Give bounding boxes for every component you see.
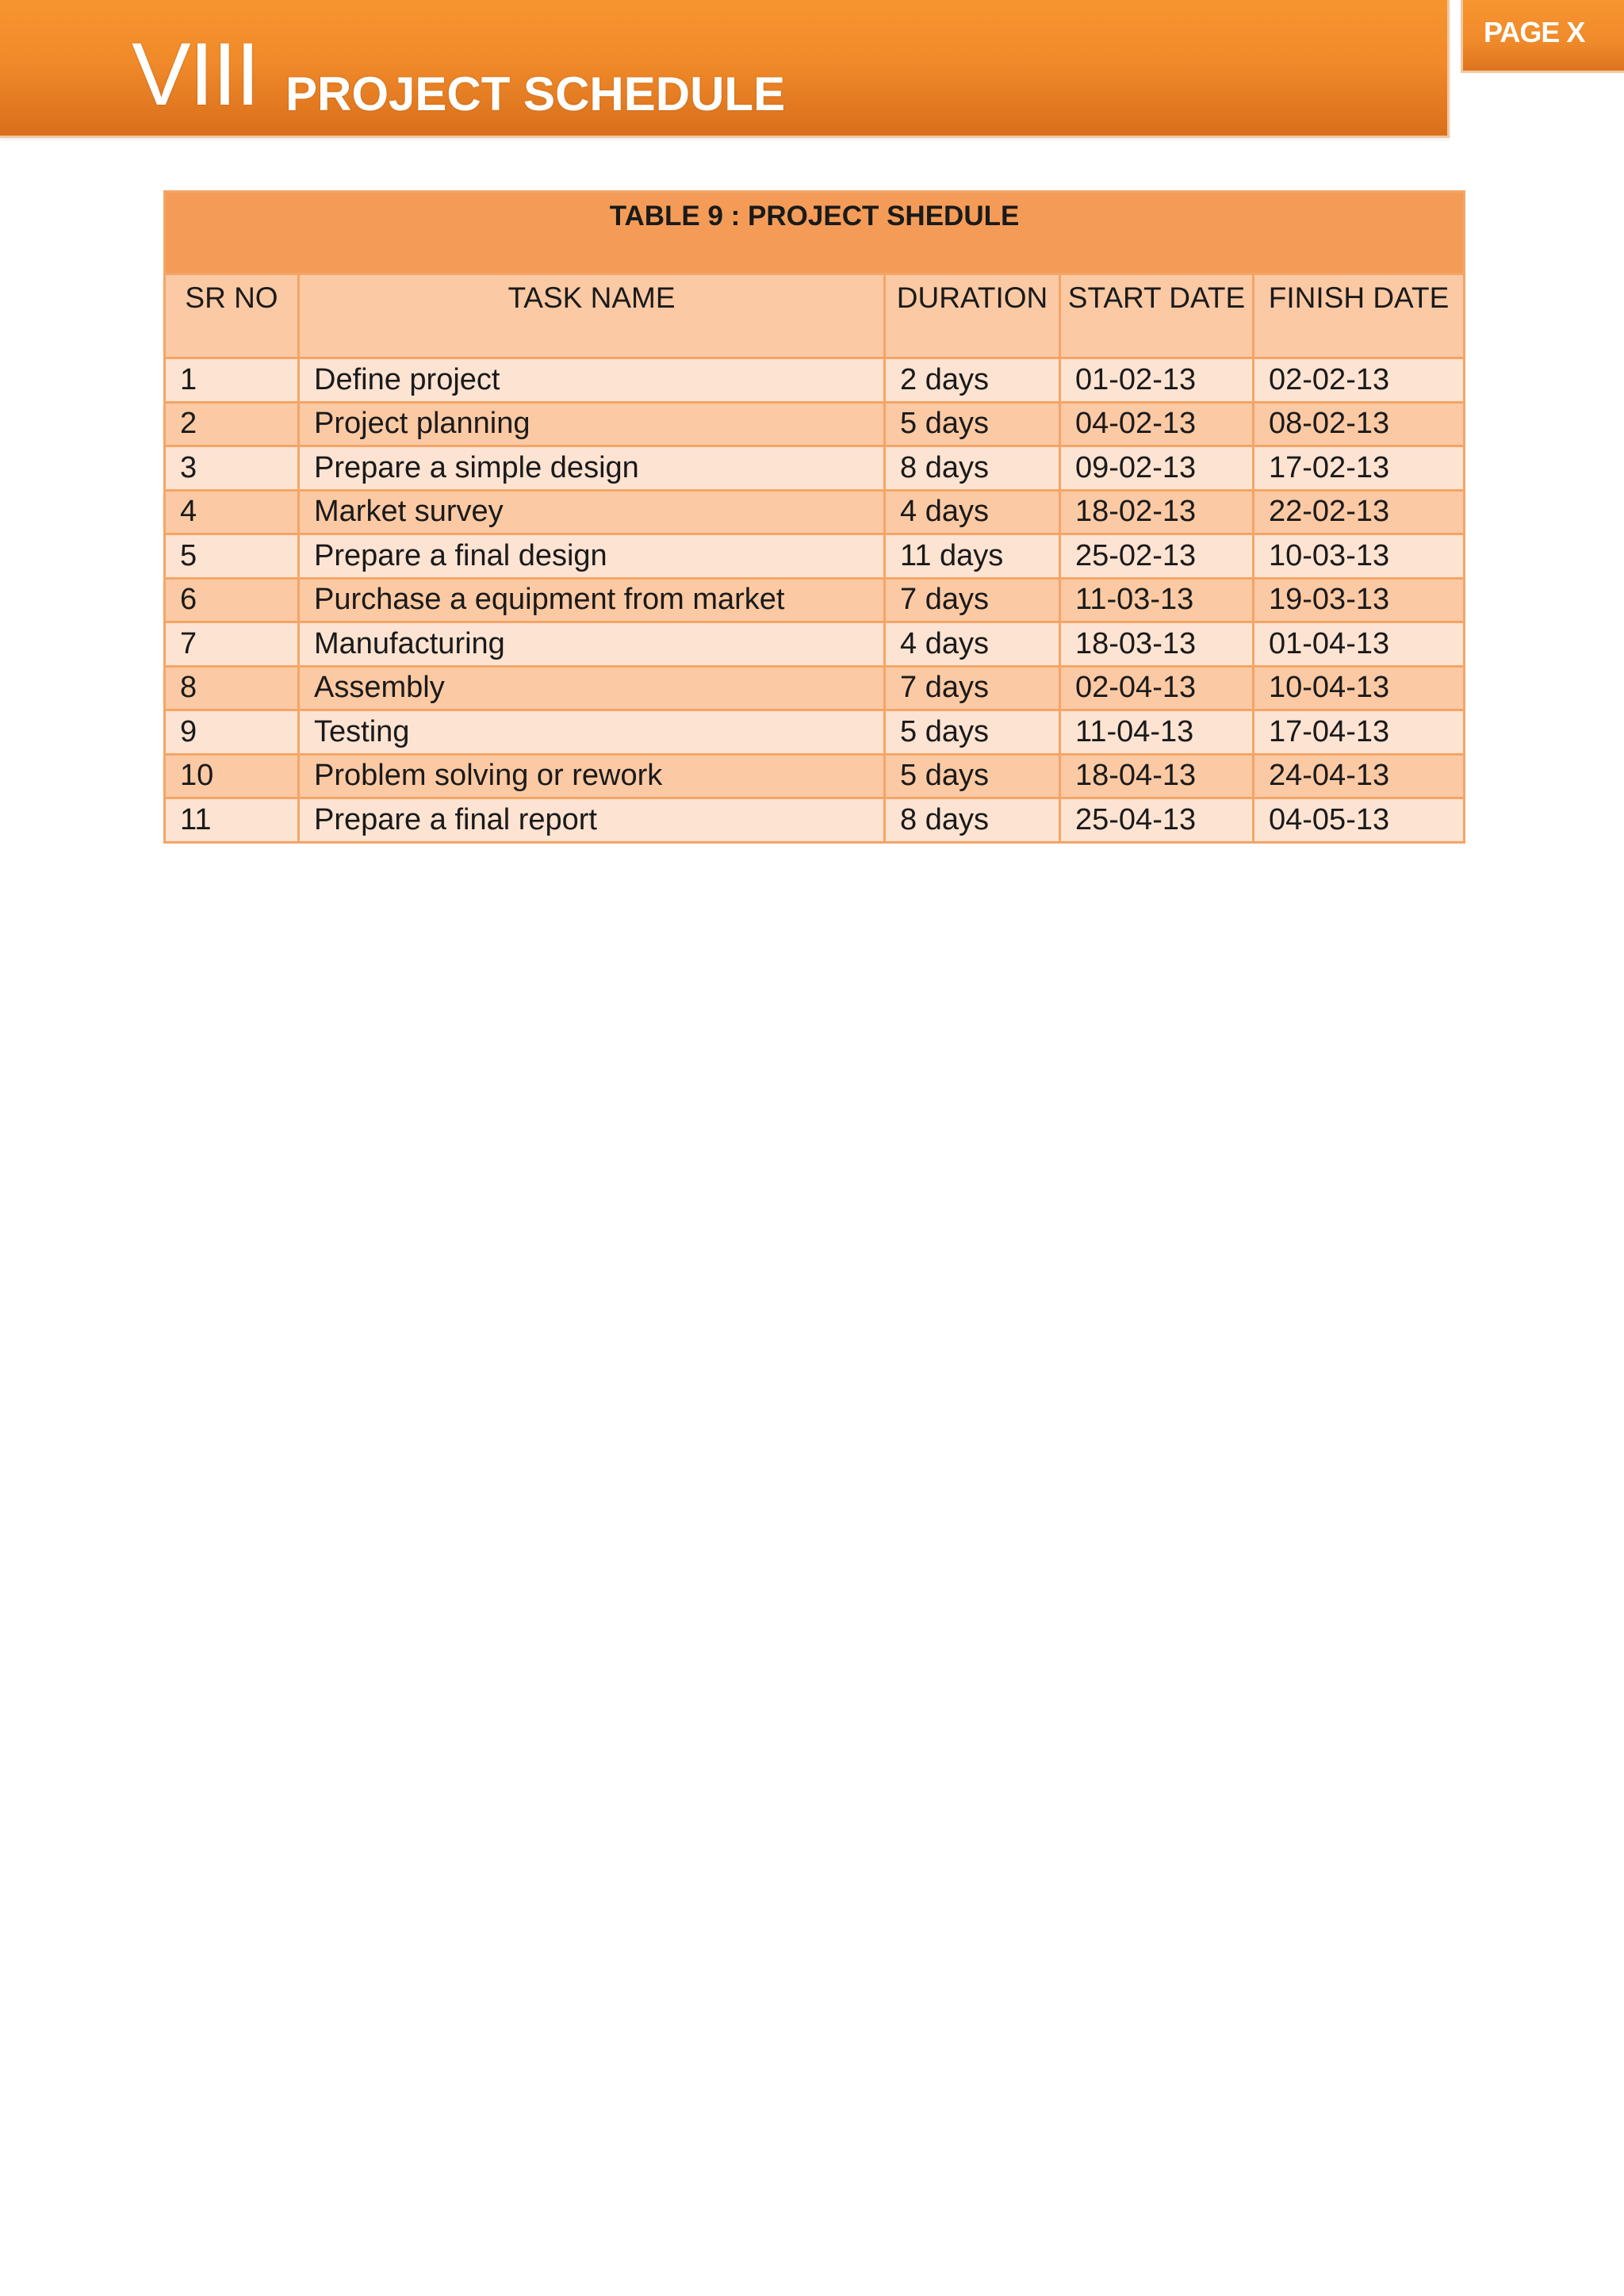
cell-duration: 5 days — [885, 754, 1060, 798]
table-caption: TABLE 9 : PROJECT SHEDULE — [165, 192, 1465, 274]
cell-duration: 7 days — [885, 666, 1060, 710]
cell-finish-date: 19-03-13 — [1254, 578, 1465, 622]
table-row — [165, 754, 1465, 798]
cell-duration: 5 days — [885, 710, 1060, 755]
cell-duration: 2 days — [885, 358, 1060, 403]
cell-duration: 4 days — [885, 622, 1060, 667]
cell-sr-no: 3 — [165, 446, 299, 491]
column-header-task-name: TASK NAME — [299, 274, 885, 358]
cell-sr-no: 9 — [165, 710, 299, 755]
table-row — [165, 622, 1465, 667]
column-header-start-date: START DATE — [1060, 274, 1254, 358]
table-row — [165, 402, 1465, 446]
cell-task-name: Project planning — [299, 402, 885, 446]
cell-duration: 7 days — [885, 578, 1060, 622]
table-caption-row — [165, 192, 1465, 274]
cell-duration: 8 days — [885, 798, 1060, 843]
cell-task-name: Purchase a equipment from market — [299, 578, 885, 622]
cell-sr-no: 6 — [165, 578, 299, 622]
schedule-table-container — [163, 190, 1463, 844]
chapter-banner — [0, 0, 1450, 138]
table-row — [165, 710, 1465, 755]
cell-task-name: Assembly — [299, 666, 885, 710]
column-header-sr-no: SR NO — [165, 274, 299, 358]
cell-task-name: Problem solving or rework — [299, 754, 885, 798]
chapter-title: PROJECT SCHEDULE — [285, 67, 786, 121]
cell-sr-no: 7 — [165, 622, 299, 667]
cell-task-name: Define project — [299, 358, 885, 403]
cell-duration: 11 days — [885, 534, 1060, 579]
cell-finish-date: 17-02-13 — [1254, 446, 1465, 491]
cell-task-name: Prepare a simple design — [299, 446, 885, 491]
table-row — [165, 446, 1465, 491]
cell-task-name: Manufacturing — [299, 622, 885, 667]
cell-sr-no: 1 — [165, 358, 299, 403]
cell-start-date: 25-04-13 — [1060, 798, 1254, 843]
table-header-row — [165, 274, 1465, 358]
cell-start-date: 18-03-13 — [1060, 622, 1254, 667]
cell-finish-date: 01-04-13 — [1254, 622, 1465, 667]
cell-finish-date: 10-04-13 — [1254, 666, 1465, 710]
chapter-number: VIII — [132, 25, 259, 124]
cell-start-date: 09-02-13 — [1060, 446, 1254, 491]
project-schedule-table — [163, 190, 1465, 844]
cell-start-date: 11-04-13 — [1060, 710, 1254, 755]
cell-finish-date: 22-02-13 — [1254, 490, 1465, 534]
cell-sr-no: 5 — [165, 534, 299, 579]
cell-sr-no: 11 — [165, 798, 299, 843]
cell-duration: 5 days — [885, 402, 1060, 446]
page-label: PAGE X — [1484, 16, 1585, 48]
cell-sr-no: 10 — [165, 754, 299, 798]
cell-task-name: Testing — [299, 710, 885, 755]
table-row — [165, 534, 1465, 579]
cell-start-date: 01-02-13 — [1060, 358, 1254, 403]
cell-finish-date: 17-04-13 — [1254, 710, 1465, 755]
table-row — [165, 490, 1465, 534]
cell-finish-date: 24-04-13 — [1254, 754, 1465, 798]
table-row — [165, 358, 1465, 403]
cell-start-date: 18-04-13 — [1060, 754, 1254, 798]
cell-task-name: Prepare a final design — [299, 534, 885, 579]
cell-sr-no: 4 — [165, 490, 299, 534]
cell-duration: 4 days — [885, 490, 1060, 534]
cell-task-name: Prepare a final report — [299, 798, 885, 843]
page-number-tab — [1461, 0, 1624, 73]
cell-start-date: 04-02-13 — [1060, 402, 1254, 446]
cell-finish-date: 02-02-13 — [1254, 358, 1465, 403]
cell-sr-no: 2 — [165, 402, 299, 446]
table-row — [165, 666, 1465, 710]
column-header-finish-date: FINISH DATE — [1254, 274, 1465, 358]
cell-sr-no: 8 — [165, 666, 299, 710]
column-header-duration: DURATION — [885, 274, 1060, 358]
table-row — [165, 798, 1465, 843]
cell-finish-date: 10-03-13 — [1254, 534, 1465, 579]
table-row — [165, 578, 1465, 622]
cell-task-name: Market survey — [299, 490, 885, 534]
table-body — [165, 358, 1465, 843]
cell-start-date: 25-02-13 — [1060, 534, 1254, 579]
cell-finish-date: 08-02-13 — [1254, 402, 1465, 446]
cell-finish-date: 04-05-13 — [1254, 798, 1465, 843]
cell-duration: 8 days — [885, 446, 1060, 491]
cell-start-date: 02-04-13 — [1060, 666, 1254, 710]
cell-start-date: 18-02-13 — [1060, 490, 1254, 534]
cell-start-date: 11-03-13 — [1060, 578, 1254, 622]
